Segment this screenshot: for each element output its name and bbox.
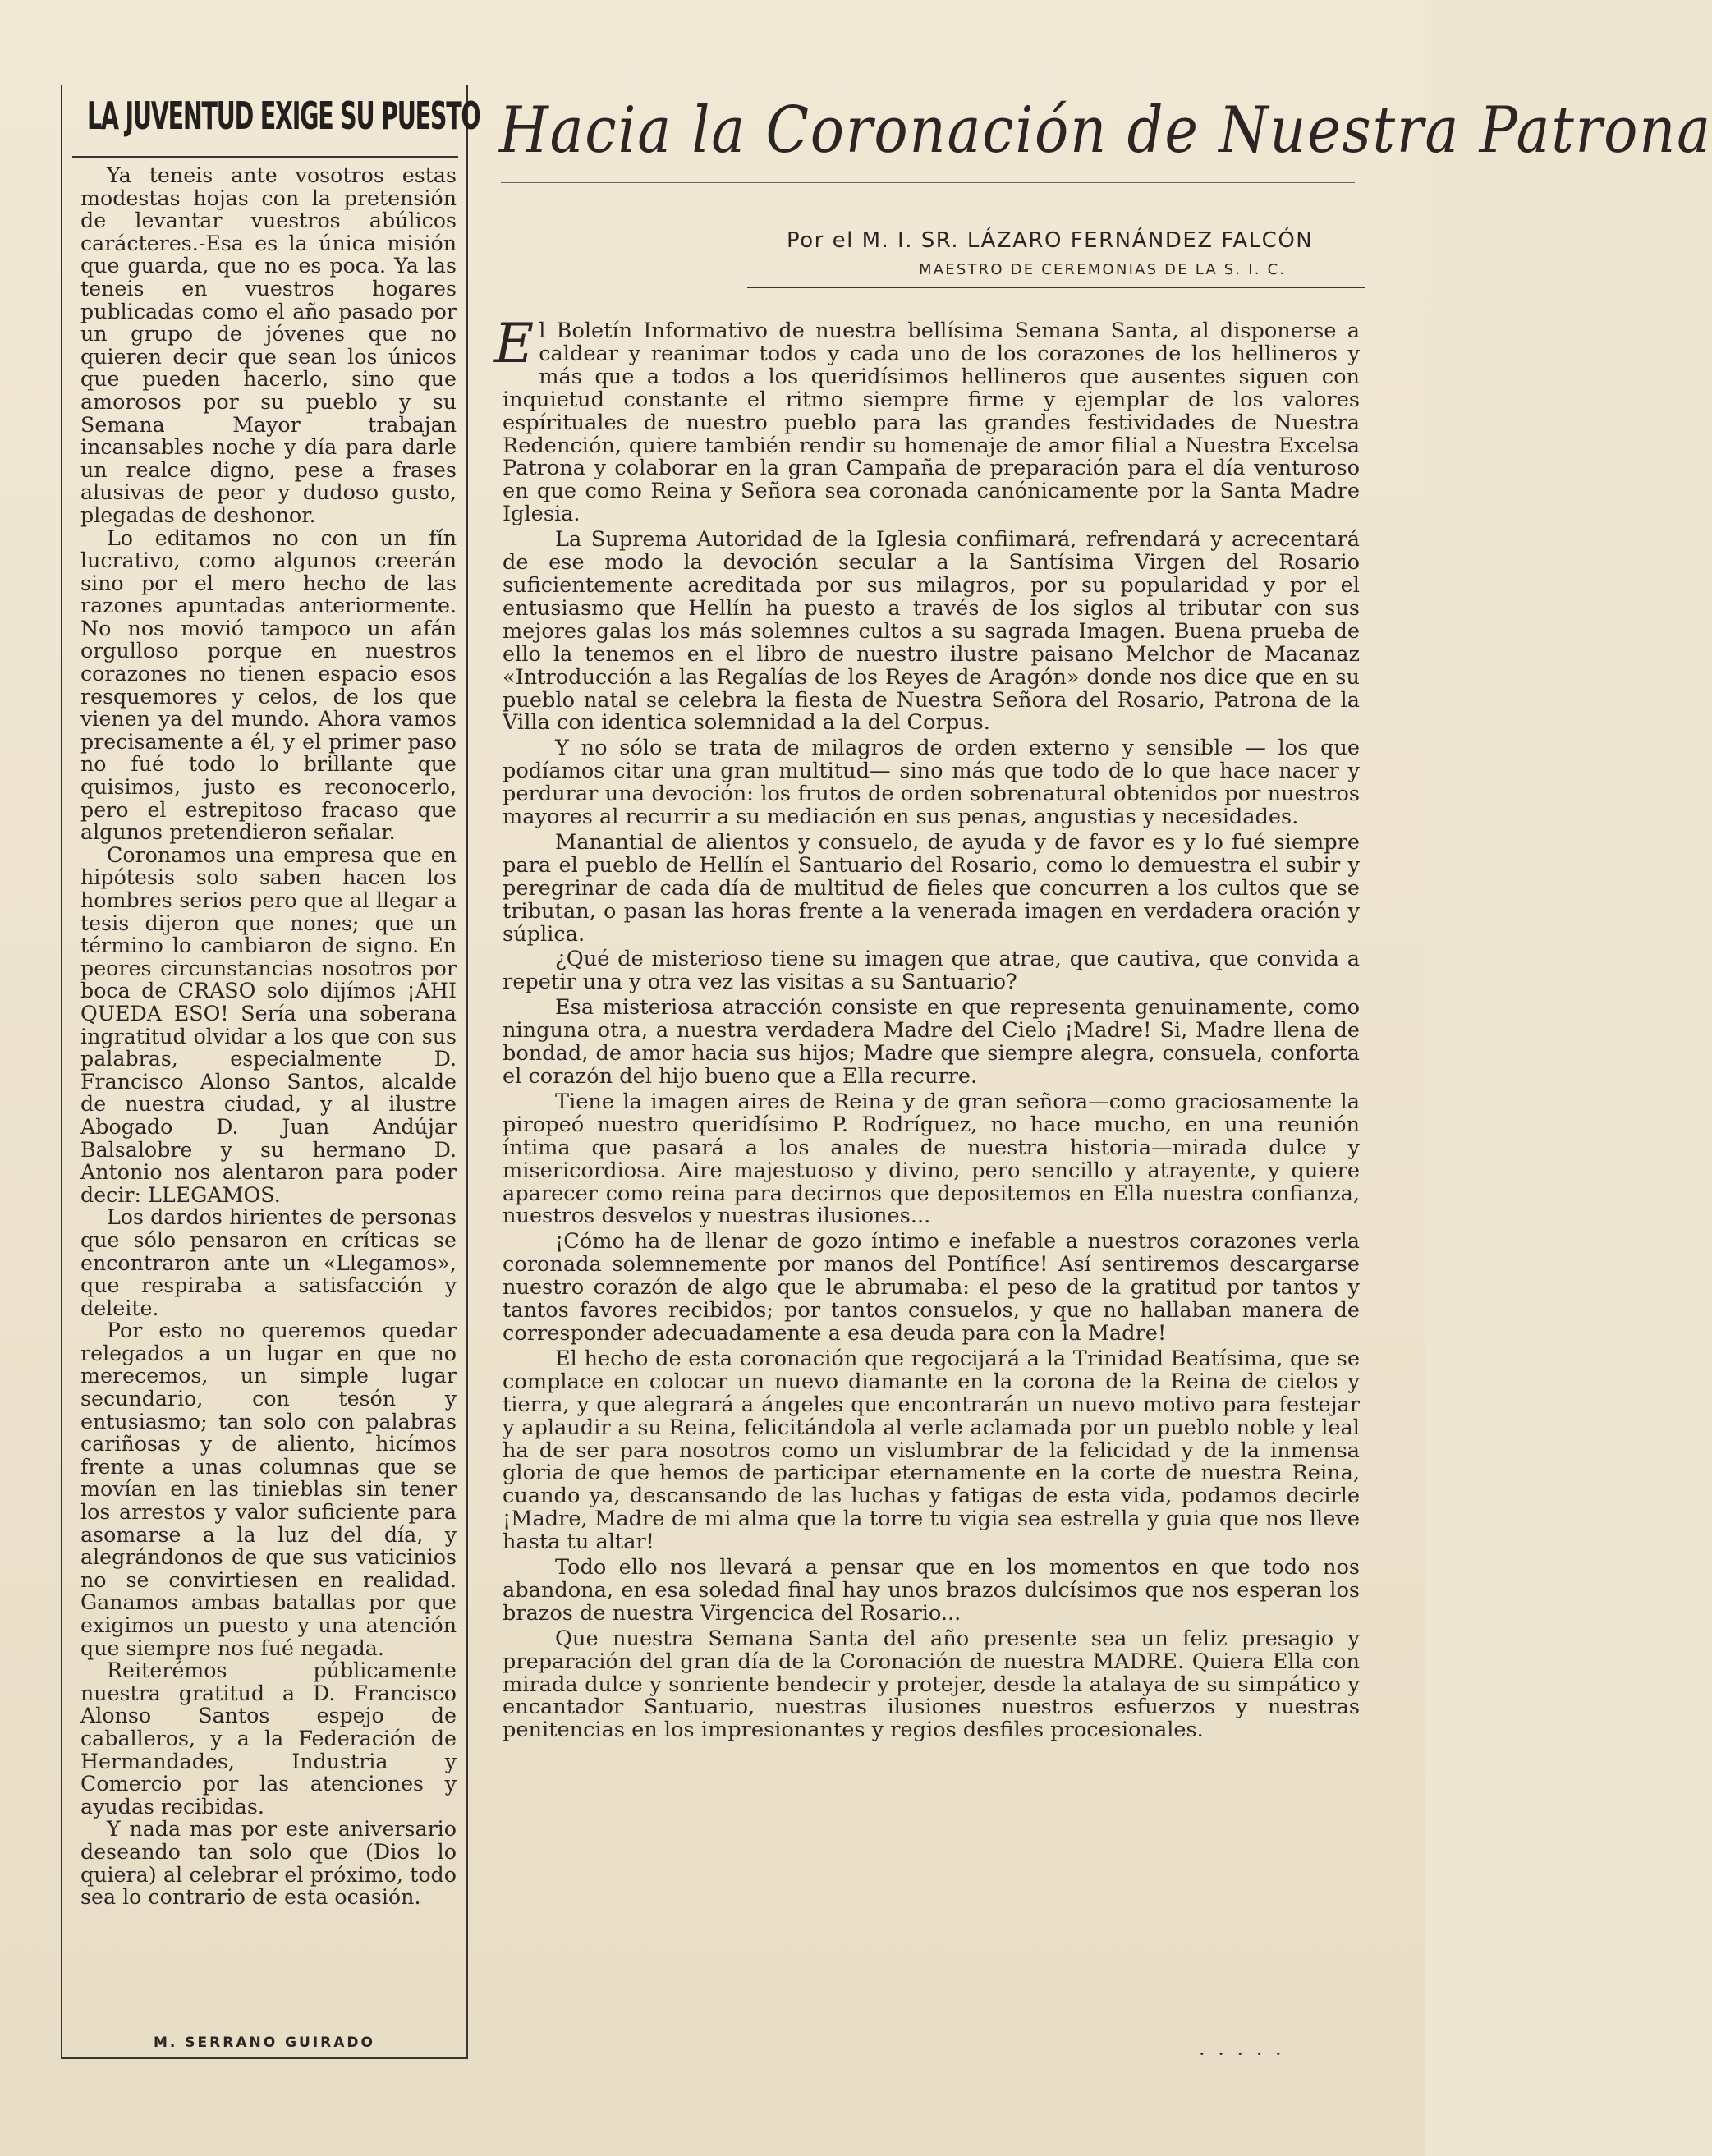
right-paragraph-first: [494, 312, 1360, 527]
right-paragraph: La Suprema Autoridad de la Iglesia confiimará, refrendará y acrecentará de ese modo la devoción secular a la Santísima Virgen del Rosario suficientemente acreditada por sus milagros, por su popularidad y por el entusiasmo que Hellín ha puesto a través de los siglos al tributar con sus mejores galas los más solemnes cultos a su sagrada Imagen. Buena prueba de ello la tenemos en el libro de nuestro ilustre paisano Melchor de Macanaz «Introducción a las Regalías de los Reyes de Aragón» donde nos dice que en su pueblo natal se celebra la fiesta de Nuestra Señora del Rosario, Patrona de la Villa con identica solemnidad a la del Corpus.: [503, 527, 1360, 736]
right-paragraph: Todo ello nos llevará a pensar que en los momentos en que todo nos abandona, en esa soledad final hay unos brazos dulcísimos que nos esperan los brazos de nuestra Virgencica del Rosario...: [503, 1555, 1360, 1626]
left-article: [61, 85, 480, 2059]
byline-role: MAESTRO DE CEREMONIAS DE LA S. I. C.: [919, 261, 1287, 278]
right-paragraph: Esa misteriosa atracción consiste en que representa genuinamente, como ninguna otra, a nuestra verdadera Madre del Cielo ¡Madre! Si, Madre llena de bondad, de amor hacia sus hijos; Madre que siempre alegra, consuela, conforta el corazón del hijo bueno que a Ella recurre.: [503, 995, 1360, 1089]
right-paragraph: Manantial de alientos y consuelo, de ayuda y de favor es y lo fué siempre para el pueblo de Hellín el Santuario del Rosario, como lo demuestra el subir y peregrinar de cada día de multitud de fieles que concurren a los cultos que se tributan, o pasan las horas frente a la venerada imagen en verdadera oración y súplica.: [503, 829, 1360, 947]
right-paragraph-first-text: l Boletín Informativo de nuestra bellísima Semana Santa, al disponerse a caldear y reanimar todos y cada uno de los corazones de los hellineros y más que a todos a los queridísimos hellineros que ausentes siguen con inquietud constante el ritmo siempre firme y ejemplar de los valores espírituales de nuestro pueblo para las grandes festividades de Nuestra Redención, quiere también rendir su homenaje de amor filial a Nuestra Excelsa Patrona y colaborar en la gran Campaña de preparación para el día venturoso en que como Reina y Señora sea coronada canónicamente por la Santa Madre Iglesia.: [503, 319, 1360, 527]
right-paragraph: Y no sólo se trata de milagros de orden externo y sensible — los que podíamos citar una gran multitud— sino más que todo de lo que hace nacer y perdurar una devoción: los frutos de orden sobrenatural obtenidos por nuestros mayores al recurrir a su mediación en sus penas, angustias y necesidades.: [503, 736, 1360, 830]
left-article-title: LA JUVENTUD EXIGE SU PUESTO: [87, 94, 480, 138]
right-paragraph: ¡Cómo ha de llenar de gozo íntimo e inefable a nuestros corazones verla coronada solemnemente por manos del Pontífice! Así sentiremos descargarse nuestro corazón de algo que le abrumaba: el peso de la gratitud por tantos y tantos favores recibidos; por tantos consuelos, y que no hallaban manera de corresponder adecuadamente a esa deuda para con la Madre!: [503, 1229, 1360, 1346]
title-underline: [501, 182, 1355, 183]
title-rule: [72, 156, 458, 158]
left-paragraph: Lo editamos no con un fín lucrativo, como algunos creerán sino por el mero hecho de las razones apuntadas anteriormente. No nos movió tampoco un afán orgulloso porque en nuestros corazones no tienen espacio esos resquemores y celos, de los que vienen ya del mundo. Ahora vamos precisamente a él, y el primer paso no fué todo lo brillante que quisimos, justo es reconocerlo, pero el estrepitoso fracaso que algunos pretendieron señalar.: [80, 525, 457, 845]
right-paragraph: Que nuestra Semana Santa del año presente sea un feliz presagio y preparación del gran día de la Coronación de nuestra MADRE. Quiera Ella con mirada dulce y sonriente bendecir y protejer, desde la atalaya de su simpático y encantador Santuario, nuestras ilusiones nuestros esfuerzos y nuestras penitencias en los impresionantes y regios desfiles procesionales.: [503, 1626, 1360, 1743]
left-article-body: [80, 164, 457, 1909]
dropcap: E: [494, 312, 535, 375]
left-paragraph: Y nada mas por este aniversario deseando tan solo que (Dios lo quiera) al celebrar el próximo, todo sea lo contrario de esta ocasión.: [80, 1817, 457, 1910]
right-paragraph: ¿Qué de misterioso tiene su imagen que atrae, que cautiva, que convida a repetir una y otra vez las visitas a su Santuario?: [503, 947, 1360, 995]
right-article-title: Hacia la Coronación de Nuestra Patrona: [499, 94, 1712, 167]
left-paragraph: Por esto no queremos quedar relegados a un lugar en que no merecemos, un simple lugar secundario, con tesón y entusiasmo; tan solo con palabras cariñosas y de aliento, hicímos frente a unas columnas que se movían en las tinieblas sin tener los arrestos y valor suficiente para asomarse a la luz del día, y alegrándonos de que sus vaticinios no se convirtiesen en realidad. Ganamos ambas batallas por que exigimos un puesto y una atención que siempre nos fué negada.: [80, 1319, 457, 1660]
right-paragraph: Tiene la imagen aires de Reina y de gran señora—como graciosamente la piropeó nuestro queridísimo P. Rodríguez, no hace mucho, en una reunión íntima que pasará a los anales de nuestra historia—mirada dulce y misericordiosa. Aire majestuoso y divino, pero sencillo y atrayente, y quiere aparecer como reina para decirnos que depositemos en Ella nuestra confianza, nuestros desvelos y nuestras ilusiones...: [503, 1089, 1360, 1229]
left-paragraph: Los dardos hirientes de personas que sólo pensaron en críticas se encontraron ante un «Llegamos», que respiraba a satisfacción y deleite.: [80, 1205, 457, 1320]
right-paragraph: El hecho de esta coronación que regocijará a la Trinidad Beatísima, que se complace en colocar un nuevo diamante en la corona de la Reina de cielos y tierra, y que alegrará a ángeles que encontrarán un nuevo motivo para festejar y aplaudir a su Reina, felicitándola al verle aclamada por un pueblo noble y leal ha de ser para nosotros como un vislumbrar de la felicidad y de la inmensa gloria de que hemos de participar eternamente en la corte de nuestra Reina, cuando ya, descansando de las luchas y fatigas de esta vida, podamos decirle ¡Madre, Madre de mi alma que la torre tu vigia sea estrella y guia que nos lleve hasta tu altar!: [503, 1346, 1360, 1555]
right-article: [489, 82, 1712, 2069]
left-paragraph: Coronamos una empresa que en hipótesis solo saben hacen los hombres serios pero que al llegar a tesis dijeron que nones; que un término lo cambiaron de signo. En peores circunstancias nosotros por boca de CRASO solo dijímos ¡AHI QUEDA ESO! Sería una soberana ingratitud olvidar a los que con sus palabras, especialmente D. Francisco Alonso Santos, alcalde de nuestra ciudad, y al ilustre Abogado D. Juan Andújar Balsalobre y su hermano D. Antonio nos alentaron para poder decir: LLEGAMOS.: [80, 842, 457, 1207]
trailing-dots: · · · · ·: [1199, 2043, 1285, 2066]
left-paragraph: Reiterémos públicamente nuestra gratitud a D. Francisco Alonso Santos espejo de caballeros, y a la Federación de Hermandades, Industria y Comercio por las atenciones y ayudas recibidas.: [80, 1658, 457, 1819]
byline-rule: [747, 287, 1365, 288]
byline: Por el M. I. SR. LÁZARO FERNÁNDEZ FALCÓN: [787, 228, 1314, 253]
right-article-body: [494, 312, 1360, 1745]
left-paragraph: Ya teneis ante vosotros estas modestas hojas con la pretensión de levantar vuestros abúlicos carácteres.-Esa es la única misión que guarda, que no es poca. Ya las teneis en vuestros hogares publicadas como el año pasado por un grupo de jóvenes que no quieren decir que sean los únicos que pueden hacerlo, sino que amorosos por su pueblo y su Semana Mayor trabajan incansables noche y día para darle un realce digno, pese a frases alusivas de peor y dudoso gusto, plegadas de deshonor.: [80, 163, 457, 527]
left-article-signature: M. SERRANO GUIRADO: [154, 2034, 375, 2051]
